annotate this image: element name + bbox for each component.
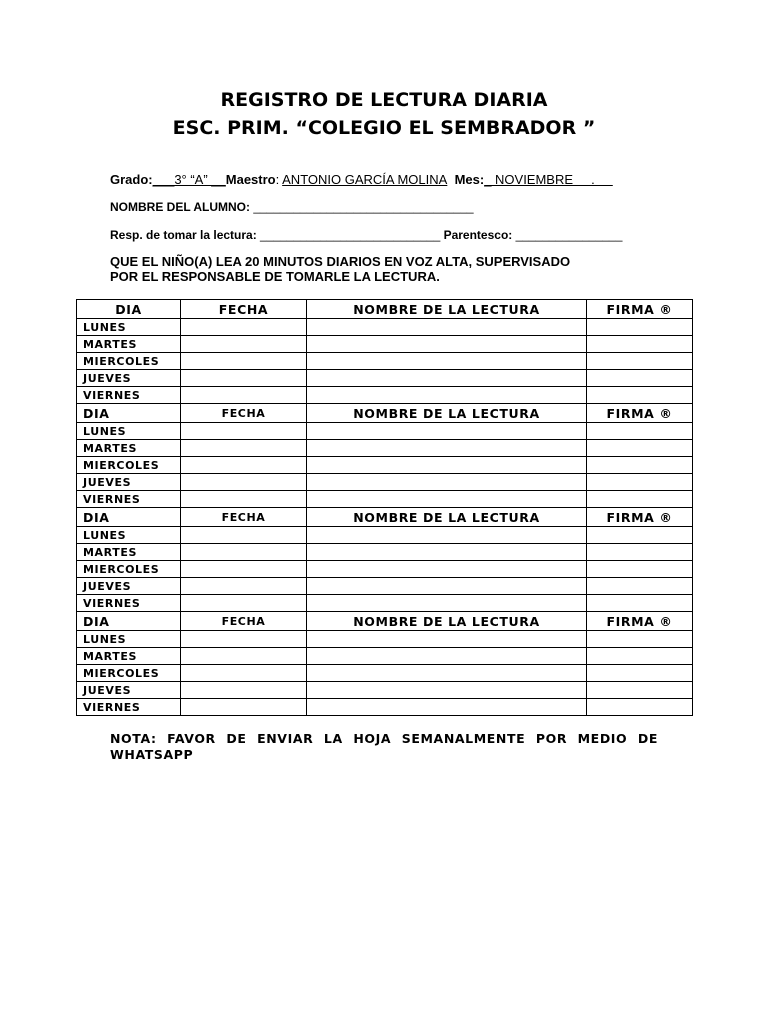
week-header-row (77, 404, 693, 423)
day-label: JUEVES (77, 370, 181, 387)
nombre-lectura-cell[interactable] (307, 648, 587, 665)
nombre-lectura-cell[interactable] (307, 491, 587, 508)
firma-cell[interactable] (587, 544, 693, 561)
header-fecha: FECHA (181, 404, 307, 423)
mes-value[interactable]: _ NOVIEMBRE . (484, 172, 613, 187)
responsable-line (110, 228, 622, 242)
header-dia: DIA (77, 404, 181, 423)
nombre-lectura-cell[interactable] (307, 561, 587, 578)
fecha-cell[interactable] (181, 491, 307, 508)
header-firma: FIRMA ® (587, 612, 693, 631)
day-label: JUEVES (77, 474, 181, 491)
day-label: MARTES (77, 336, 181, 353)
fecha-cell[interactable] (181, 336, 307, 353)
maestro-colon: : (275, 172, 283, 187)
nombre-lectura-cell[interactable] (307, 682, 587, 699)
nombre-lectura-cell[interactable] (307, 595, 587, 612)
firma-cell[interactable] (587, 578, 693, 595)
responsable-label: Resp. de tomar la lectura: (110, 228, 261, 242)
firma-cell[interactable] (587, 699, 693, 716)
nombre-lectura-cell[interactable] (307, 370, 587, 387)
day-label: MARTES (77, 544, 181, 561)
header-nombre-lectura: NOMBRE DE LA LECTURA (307, 404, 587, 423)
firma-cell[interactable] (587, 387, 693, 404)
header-fecha: FECHA (181, 300, 307, 319)
day-label: LUNES (77, 527, 181, 544)
day-label: LUNES (77, 631, 181, 648)
day-label: MIERCOLES (77, 353, 181, 370)
day-label: MARTES (77, 440, 181, 457)
day-row (77, 578, 693, 595)
nombre-lectura-cell[interactable] (307, 423, 587, 440)
nombre-lectura-cell[interactable] (307, 336, 587, 353)
day-row (77, 370, 693, 387)
firma-cell[interactable] (587, 682, 693, 699)
grado-maestro-mes-line (110, 172, 613, 187)
header-nombre-lectura: NOMBRE DE LA LECTURA (307, 508, 587, 527)
maestro-label: Maestro (225, 172, 276, 187)
firma-cell[interactable] (587, 423, 693, 440)
day-row (77, 387, 693, 404)
alumno-field[interactable]: _________________________________ (253, 200, 474, 214)
nombre-lectura-cell[interactable] (307, 578, 587, 595)
day-row (77, 423, 693, 440)
nombre-lectura-cell[interactable] (307, 527, 587, 544)
parentesco-label: Parentesco: (440, 228, 516, 242)
firma-cell[interactable] (587, 491, 693, 508)
header-firma: FIRMA ® (587, 508, 693, 527)
instructions: QUE EL NIÑO(A) LEA 20 MINUTOS DIARIOS EN VOZ ALTA, SUPERVISADO POR EL RESPONSABLE DE TOMARLE LA LECTURA. (110, 254, 571, 284)
grado-value[interactable]: ___3° “A” __ (152, 172, 226, 187)
day-label: MIERCOLES (77, 561, 181, 578)
header-firma: FIRMA ® (587, 404, 693, 423)
fecha-cell[interactable] (181, 423, 307, 440)
day-label: VIERNES (77, 699, 181, 716)
day-label: MARTES (77, 648, 181, 665)
fecha-cell[interactable] (181, 319, 307, 336)
fecha-cell[interactable] (181, 699, 307, 716)
day-row (77, 544, 693, 561)
day-label: LUNES (77, 423, 181, 440)
day-row (77, 457, 693, 474)
mes-label: Mes: (454, 172, 485, 187)
day-label: MIERCOLES (77, 665, 181, 682)
nombre-lectura-cell[interactable] (307, 440, 587, 457)
firma-cell[interactable] (587, 527, 693, 544)
alumno-label: NOMBRE DEL ALUMNO: (110, 200, 254, 214)
day-row (77, 474, 693, 491)
fecha-cell[interactable] (181, 544, 307, 561)
school-name: ESC. PRIM. “COLEGIO EL SEMBRADOR ” (172, 117, 596, 139)
fecha-cell[interactable] (181, 682, 307, 699)
day-row (77, 595, 693, 612)
firma-cell[interactable] (587, 440, 693, 457)
day-label: JUEVES (77, 578, 181, 595)
day-row (77, 682, 693, 699)
nombre-lectura-cell[interactable] (307, 457, 587, 474)
day-row (77, 665, 693, 682)
alumno-line (110, 200, 474, 214)
header-fecha: FECHA (181, 508, 307, 527)
day-label: VIERNES (77, 387, 181, 404)
day-row (77, 699, 693, 716)
week-header-row (77, 300, 693, 319)
document-title: REGISTRO DE LECTURA DIARIA (220, 89, 548, 111)
week-header-row (77, 612, 693, 631)
fecha-cell[interactable] (181, 561, 307, 578)
day-label: VIERNES (77, 491, 181, 508)
day-row (77, 336, 693, 353)
day-label: LUNES (77, 319, 181, 336)
nombre-lectura-cell[interactable] (307, 631, 587, 648)
responsable-field[interactable]: ___________________________ (260, 228, 441, 242)
firma-cell[interactable] (587, 353, 693, 370)
header-firma: FIRMA ® (587, 300, 693, 319)
firma-cell[interactable] (587, 336, 693, 353)
parentesco-field[interactable]: ________________ (515, 228, 623, 242)
day-row (77, 561, 693, 578)
grado-label: Grado: (110, 172, 153, 187)
day-row (77, 319, 693, 336)
fecha-cell[interactable] (181, 527, 307, 544)
fecha-cell[interactable] (181, 370, 307, 387)
header-nombre-lectura: NOMBRE DE LA LECTURA (307, 300, 587, 319)
header-dia: DIA (77, 612, 181, 631)
header-nombre-lectura: NOMBRE DE LA LECTURA (307, 612, 587, 631)
day-row (77, 648, 693, 665)
day-row (77, 631, 693, 648)
day-row (77, 440, 693, 457)
fecha-cell[interactable] (181, 353, 307, 370)
firma-cell[interactable] (587, 457, 693, 474)
firma-cell[interactable] (587, 319, 693, 336)
fecha-cell[interactable] (181, 440, 307, 457)
fecha-cell[interactable] (181, 474, 307, 491)
firma-cell[interactable] (587, 561, 693, 578)
firma-cell[interactable] (587, 631, 693, 648)
nombre-lectura-cell[interactable] (307, 474, 587, 491)
firma-cell[interactable] (587, 370, 693, 387)
header-dia: DIA (77, 508, 181, 527)
nombre-lectura-cell[interactable] (307, 699, 587, 716)
day-row (77, 491, 693, 508)
firma-cell[interactable] (587, 595, 693, 612)
fecha-cell[interactable] (181, 595, 307, 612)
nombre-lectura-cell[interactable] (307, 319, 587, 336)
fecha-cell[interactable] (181, 578, 307, 595)
header-dia: DIA (77, 300, 181, 319)
week-header-row (77, 508, 693, 527)
nombre-lectura-cell[interactable] (307, 353, 587, 370)
fecha-cell[interactable] (181, 665, 307, 682)
nota-text: NOTA: FAVOR DE ENVIAR LA HOJA SEMANALMENTE POR MEDIO DE WHATSAPP (110, 731, 658, 762)
fecha-cell[interactable] (181, 631, 307, 648)
day-label: JUEVES (77, 682, 181, 699)
maestro-value[interactable]: ANTONIO GARCÍA MOLINA (282, 172, 448, 187)
fecha-cell[interactable] (181, 387, 307, 404)
firma-cell[interactable] (587, 665, 693, 682)
firma-cell[interactable] (587, 474, 693, 491)
nombre-lectura-cell[interactable] (307, 387, 587, 404)
day-label: MIERCOLES (77, 457, 181, 474)
day-row (77, 353, 693, 370)
day-row (77, 527, 693, 544)
day-label: VIERNES (77, 595, 181, 612)
firma-cell[interactable] (587, 648, 693, 665)
nombre-lectura-cell[interactable] (307, 544, 587, 561)
nombre-lectura-cell[interactable] (307, 665, 587, 682)
fecha-cell[interactable] (181, 648, 307, 665)
fecha-cell[interactable] (181, 457, 307, 474)
reading-log-table (76, 299, 693, 716)
header-fecha: FECHA (181, 612, 307, 631)
